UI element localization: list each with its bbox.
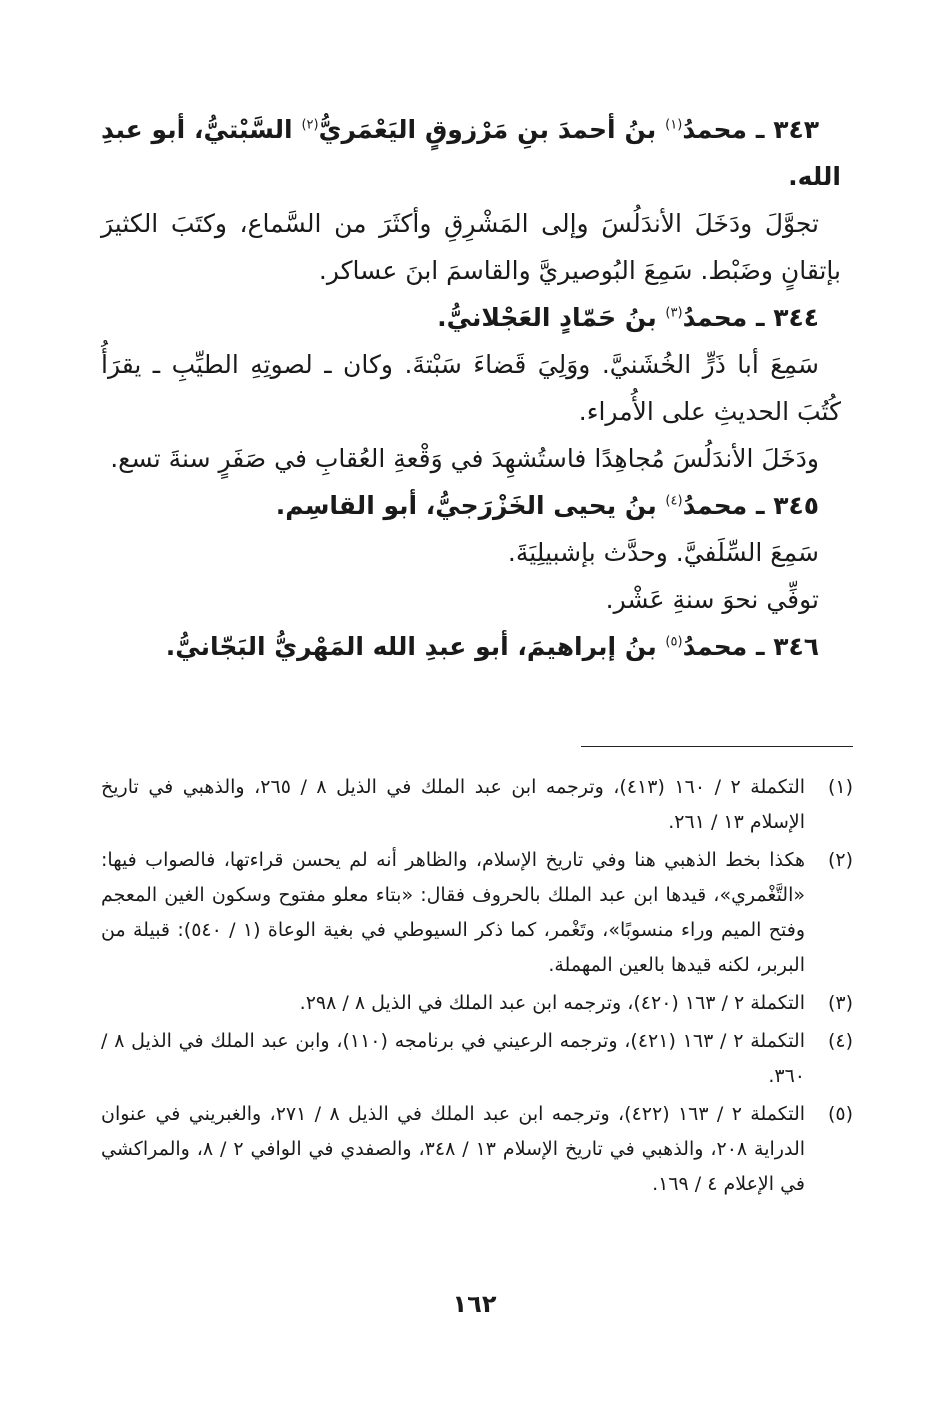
entry-paragraph: سَمِعَ أبا ذَرٍّ الخُشَنيَّ. ووَلِيَ قَضاءَ سَبْتةَ. وكان ـ لصوتِهِ الطيِّبِ ـ يقرَأُ كُتُبَ الحديثِ على الأُمراء. (101, 350, 841, 426)
footnote-text: التكملة ٢ / ١٦٣ (٤٢٢)، وترجمه ابن عبد الملك في الذيل ٨ / ٢٧١، والغبريني في عنوان الدراية ٢٠٨، والذهبي في تاريخ الإسلام ١٣ / ٣٤٨، والصفدي في الوافي ٢ / ٨، والمراكشي في الإعلام ٤ / ١٦٩. (101, 1103, 806, 1195)
footnote-text: التكملة ٢ / ١٦٣ (٤٢٠)، وترجمه ابن عبد الملك في الذيل ٨ / ٢٩٨. (299, 992, 805, 1014)
entry-heading-middle: بنُ إبراهيمَ، أبو عبدِ الله المَهْريُّ البَجّانيُّ. (165, 632, 666, 661)
entry-heading-345 (101, 482, 841, 529)
footnote-ref-3[interactable]: (٣) (665, 305, 683, 321)
footnote-2 (101, 843, 853, 983)
page-number: ١٦٢ (452, 1290, 497, 1318)
footnote-number: (٣) (827, 992, 853, 1014)
entry-paragraph: توفِّي نحوَ سنةِ عَشْر. (605, 585, 819, 614)
footnote-number: (٥) (827, 1103, 853, 1125)
entry-heading-start: ٣٤٤ ـ محمدُ (682, 303, 819, 332)
entry-heading-middle: بنُ يحيى الخَزْرَجيُّ، أبو القاسِم. (275, 491, 666, 520)
footnote-number: (١) (827, 776, 853, 798)
footnote-4 (101, 1024, 853, 1094)
entry-paragraph: تجوَّلَ ودَخَلَ الأندَلُسَ وإلى المَشْرِقِ وأكثَرَ من السَّماع، وكتَبَ الكثيرَ بإتقانٍ وضَبْط. سَمِعَ البُوصيريَّ والقاسمَ ابنَ عساكر. (101, 209, 841, 285)
entry-paragraph: سَمِعَ السِّلَفيَّ. وحدَّث بإشبيلِيَةَ. (507, 538, 819, 567)
footnote-text: التكملة ٢ / ١٦٣ (٤٢١)، وترجمه الرعيني في برنامجه (١١٠)، وابن عبد الملك في الذيل ٨ / ٣٦٠. (101, 1030, 806, 1087)
footnote-ref-4[interactable]: (٤) (665, 493, 683, 509)
footnote-ref-1[interactable]: (١) (665, 117, 683, 133)
footnote-number: (٤) (827, 1030, 853, 1052)
footnote-divider (581, 746, 853, 747)
entry-heading-start: ٣٤٥ ـ محمدُ (682, 491, 819, 520)
footnote-text: التكملة ٢ / ١٦٠ (٤١٣)، وترجمه ابن عبد الملك في الذيل ٨ / ٢٦٥، والذهبي في تاريخ الإسلام ١٣ / ٢٦١. (101, 776, 806, 833)
footnote-1 (101, 770, 853, 840)
entry-heading-middle: بنُ أحمدَ بنِ مَرْزوقٍ اليَعْمَريُّ (318, 115, 666, 144)
entry-heading-344 (101, 294, 841, 341)
entry-heading-start: ٣٤٦ ـ محمدُ (682, 632, 819, 661)
entry-heading-343 (101, 106, 841, 200)
footnote-3 (101, 986, 853, 1021)
footnote-text: هكذا بخط الذهبي هنا وفي تاريخ الإسلام، والظاهر أنه لم يحسن قراءتها، فالصواب فيها: «التَّغْمري»، قيدها ابن عبد الملك بالحروف فقال: «بتاء معلو مفتوح وسكون الغين المعجم وفتح الميم وراء منسوبًا»، وتَغْمر، كما ذكر السيوطي في بغية الوعاة (١ / ٥٤٠): قبيلة من البربر، لكنه قيدها بالعين المهملة. (101, 849, 805, 976)
entry-paragraph: ودَخَلَ الأندَلُسَ مُجاهِدًا فاستُشهِدَ في وَقْعةِ العُقابِ في صَفَرٍ سنةَ تسع. (110, 444, 819, 473)
footnote-number: (٢) (827, 849, 853, 871)
entry-heading-middle: بنُ حَمّادٍ العَجْلانيُّ. (437, 303, 666, 332)
entry-heading-end: السَّبْتيُّ، أبو عبدِ الله. (101, 115, 841, 191)
entry-heading-start: ٣٤٣ ـ محمدُ (682, 115, 820, 144)
footnotes-section (101, 770, 853, 1205)
footnote-ref-5[interactable]: (٥) (665, 634, 683, 650)
footnote-5 (101, 1097, 853, 1202)
entry-heading-346 (101, 623, 841, 670)
footnote-ref-2[interactable]: (٢) (301, 117, 319, 133)
main-text (101, 106, 841, 670)
